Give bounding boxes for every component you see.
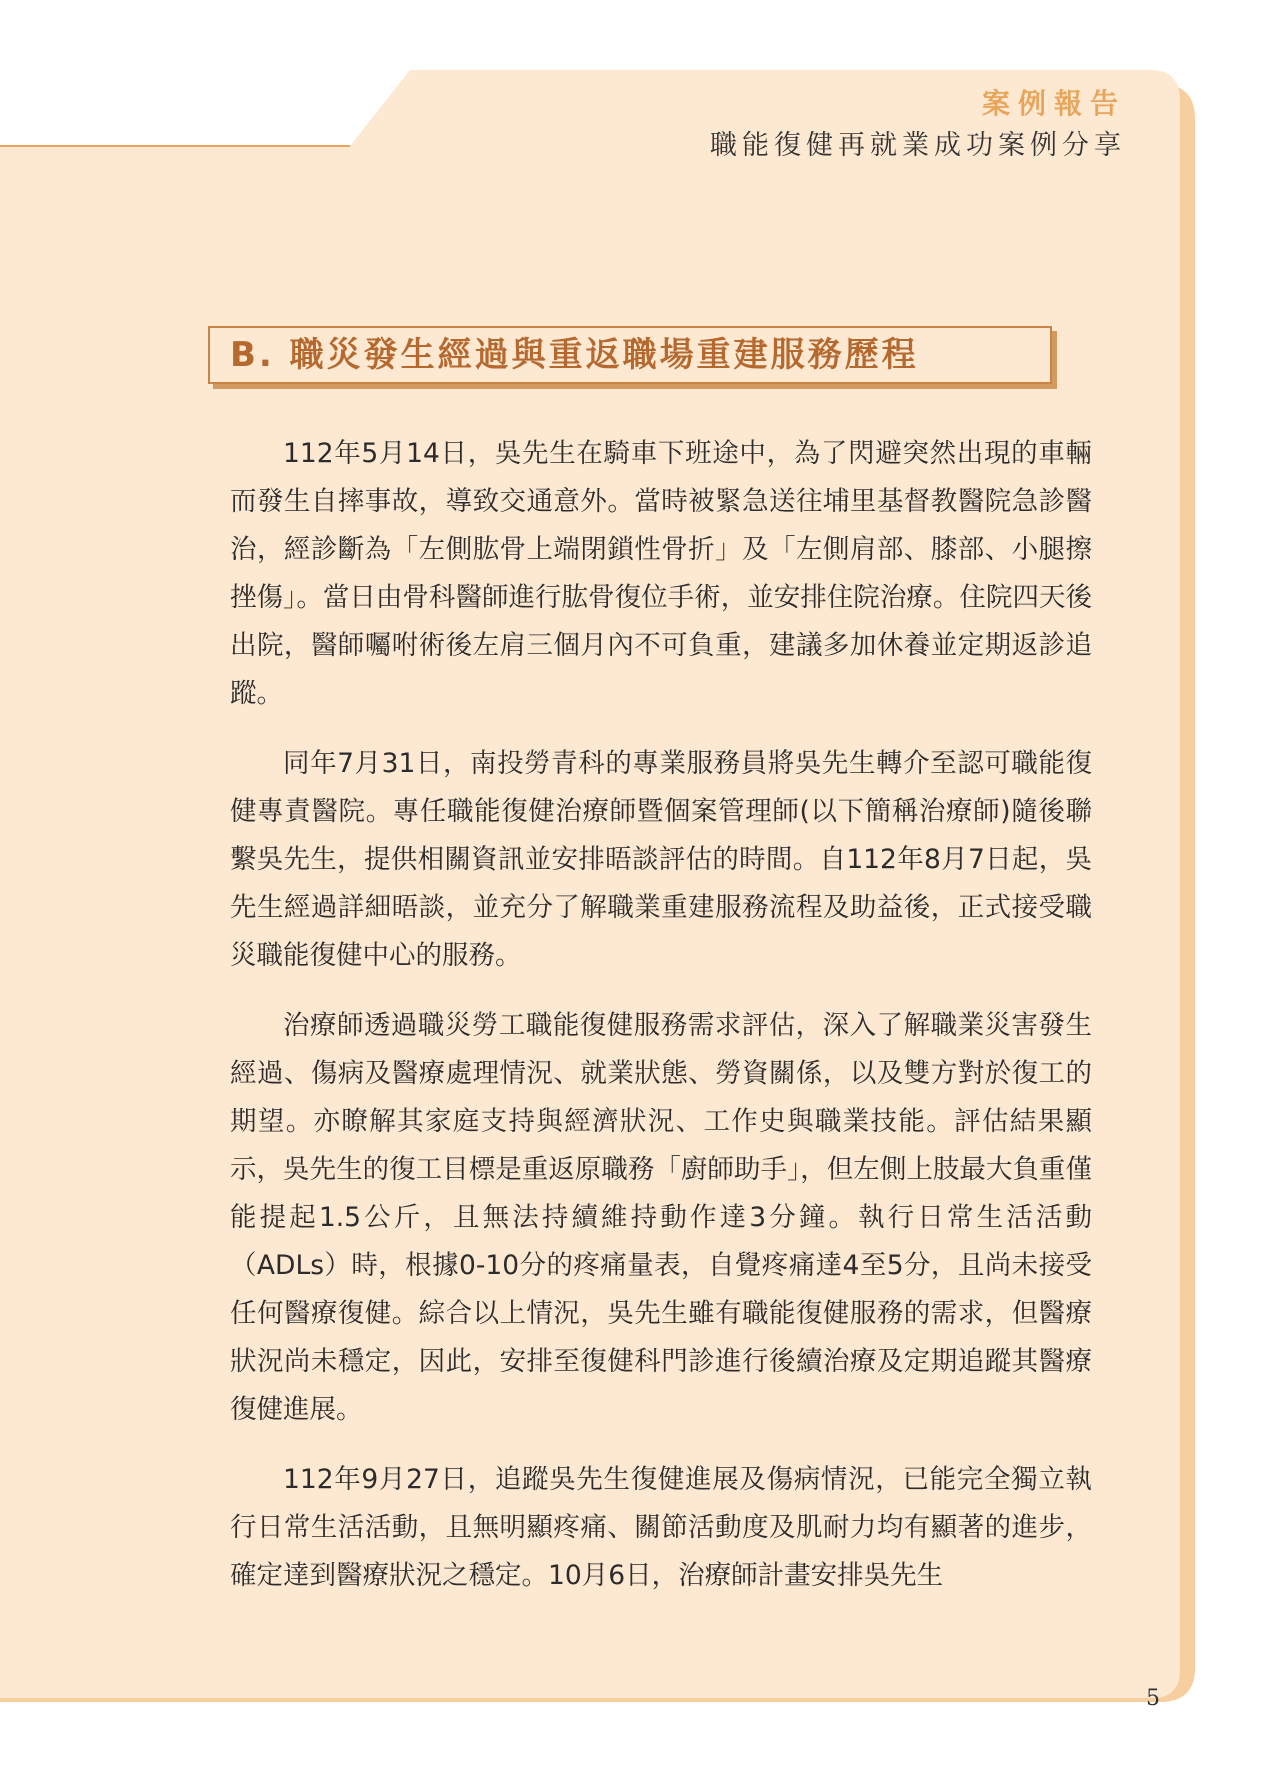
paragraph-4: 112年9月27日，追蹤吳先生復健進展及傷病情況，已能完全獨立執行日常生活活動，且無明顯疼痛、關節活動度及肌耐力均有顯著的進步，確定達到醫療狀況之穩定。10月6日，治療師計畫安排吳先生	[230, 1464, 1092, 1591]
paragraph-3: 治療師透過職災勞工職能復健服務需求評估，深入了解職業災害發生經過、傷病及醫療處理情況、就業狀態、勞資關係，以及雙方對於復工的期望。亦瞭解其家庭支持與經濟狀況、工作史與職業技能。評估結果顯示，吳先生的復工目標是重返原職務「廚師助手」，但左側上肢最大負重僅能提起1.5公斤，且無法持續維持動作達3分鐘。執行日常生活活動（ADLs）時，根據0-10分的疼痛量表，自覺疼痛達4至5分，且尚未接受任何醫療復健。綜合以上情況，吳先生雖有職能復健服務的需求，但醫療狀況尚未穩定，因此，安排至復健科門診進行後續治療及定期追蹤其醫療復健進展。	[230, 1010, 1092, 1425]
body-text	[230, 430, 1092, 1622]
paragraph-1: 112年5月14日，吳先生在騎車下班途中，為了閃避突然出現的車輛而發生自摔事故，導致交通意外。當時被緊急送往埔里基督教醫院急診醫治，經診斷為「左側肱骨上端閉鎖性骨折」及「左側肩部、膝部、小腿擦挫傷」。當日由骨科醫師進行肱骨復位手術，並安排住院治療。住院四天後出院，醫師囑咐術後左肩三個月內不可負重，建議多加休養並定期返診追蹤。	[230, 438, 1092, 709]
running-header	[710, 86, 1126, 166]
section-heading-box	[208, 326, 1052, 384]
section-title: B. 職災發生經過與重返職場重建服務歷程	[230, 335, 919, 375]
page-number: 5	[1146, 1686, 1160, 1711]
paragraph-2: 同年7月31日，南投勞青科的專業服務員將吳先生轉介至認可職能復健專責醫院。專任職能復健治療師暨個案管理師(以下簡稱治療師)隨後聯繫吳先生，提供相關資訊並安排晤談評估的時間。自112年8月7日起，吳先生經過詳細晤談，並充分了解職業重建服務流程及助益後，正式接受職災職能復健中心的服務。	[230, 748, 1092, 971]
header-subtitle: 職能復健再就業成功案例分享	[710, 130, 1126, 161]
header-category: 案例報告	[981, 87, 1126, 120]
